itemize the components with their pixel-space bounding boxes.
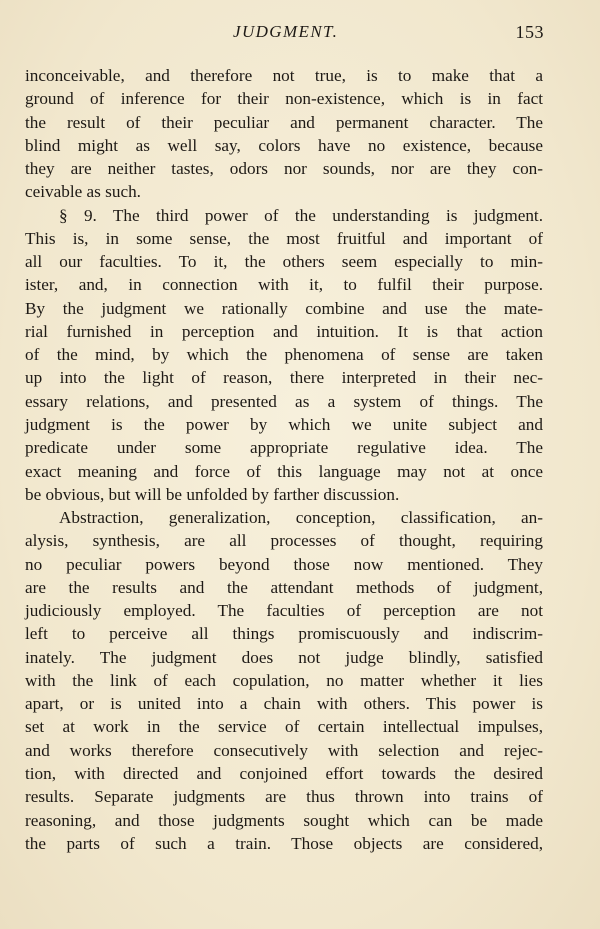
text-line: no peculiar powers beyond those now mentioned. They bbox=[25, 554, 543, 574]
text-line: essary relations, and presented as a system of things. The bbox=[25, 391, 543, 411]
text-line: all our faculties. To it, the others seem especially to min- bbox=[25, 252, 543, 272]
text-line: rial furnished in perception and intuition. It is that action bbox=[25, 321, 543, 341]
text-line: be obvious, but will be unfolded by farther discussion. bbox=[25, 484, 400, 504]
text-line: By the judgment we rationally combine and use the mate- bbox=[25, 298, 543, 318]
text-line: exact meaning and force of this language may not at once bbox=[25, 461, 543, 481]
text-line: blind might as well say, colors have no existence, because bbox=[25, 135, 543, 155]
text-line: predicate under some appropriate regulative idea. The bbox=[25, 438, 543, 458]
page-number: 153 bbox=[515, 22, 544, 42]
text-line: of the mind, by which the phenomena of sense are taken bbox=[25, 345, 543, 365]
text-line: ister, and, in connection with it, to fulfil their purpose. bbox=[25, 275, 543, 295]
text-line: up into the light of reason, there interpreted in their nec- bbox=[25, 368, 543, 388]
text-line: results. Separate judgments are thus thrown into trains of bbox=[25, 787, 543, 807]
text-line: the parts of such a train. Those objects are considered, bbox=[25, 833, 543, 853]
text-line: with the link of each copulation, no matter whether it lies bbox=[25, 670, 543, 690]
text-line: and works therefore consecutively with selection and rejec- bbox=[25, 740, 543, 760]
text-line: are the results and the attendant methods of judgment, bbox=[25, 577, 543, 597]
text-line: alysis, synthesis, are all processes of thought, requiring bbox=[25, 531, 543, 551]
running-title: JUDGMENT. bbox=[233, 22, 339, 41]
text-line: tion, with directed and conjoined effort towards the desired bbox=[25, 763, 543, 783]
text-line: set at work in the service of certain intellectual impulses, bbox=[25, 717, 543, 737]
text-line: reasoning, and those judgments sought which can be made bbox=[25, 810, 543, 830]
text-line: inconceivable, and therefore not true, is to make that a bbox=[25, 66, 543, 85]
text-line: the result of their peculiar and permanent character. The bbox=[25, 112, 543, 132]
running-head bbox=[0, 22, 600, 46]
text-line: ground of inference for their non-existence, which is in fact bbox=[25, 89, 543, 109]
text-body bbox=[25, 64, 543, 855]
text-line: apart, or is united into a chain with others. This power is bbox=[25, 694, 543, 714]
section-heading-line: § 9. The third power of the understanding is judgment. bbox=[59, 205, 543, 225]
text-line: judgment is the power by which we unite subject and bbox=[25, 414, 543, 434]
text-line: left to perceive all things promiscuously and indiscrim- bbox=[25, 624, 543, 644]
text-line: This is, in some sense, the most fruitful and important of bbox=[25, 228, 543, 248]
text-line: they are neither tastes, odors nor sounds, nor are they con- bbox=[25, 159, 543, 179]
text-line: Abstraction, generalization, conception, classification, an- bbox=[59, 508, 543, 528]
text-line: inately. The judgment does not judge blindly, satisfied bbox=[25, 647, 543, 667]
text-line: judiciously employed. The faculties of perception are not bbox=[25, 601, 543, 621]
text-line: ceivable as such. bbox=[25, 182, 141, 202]
